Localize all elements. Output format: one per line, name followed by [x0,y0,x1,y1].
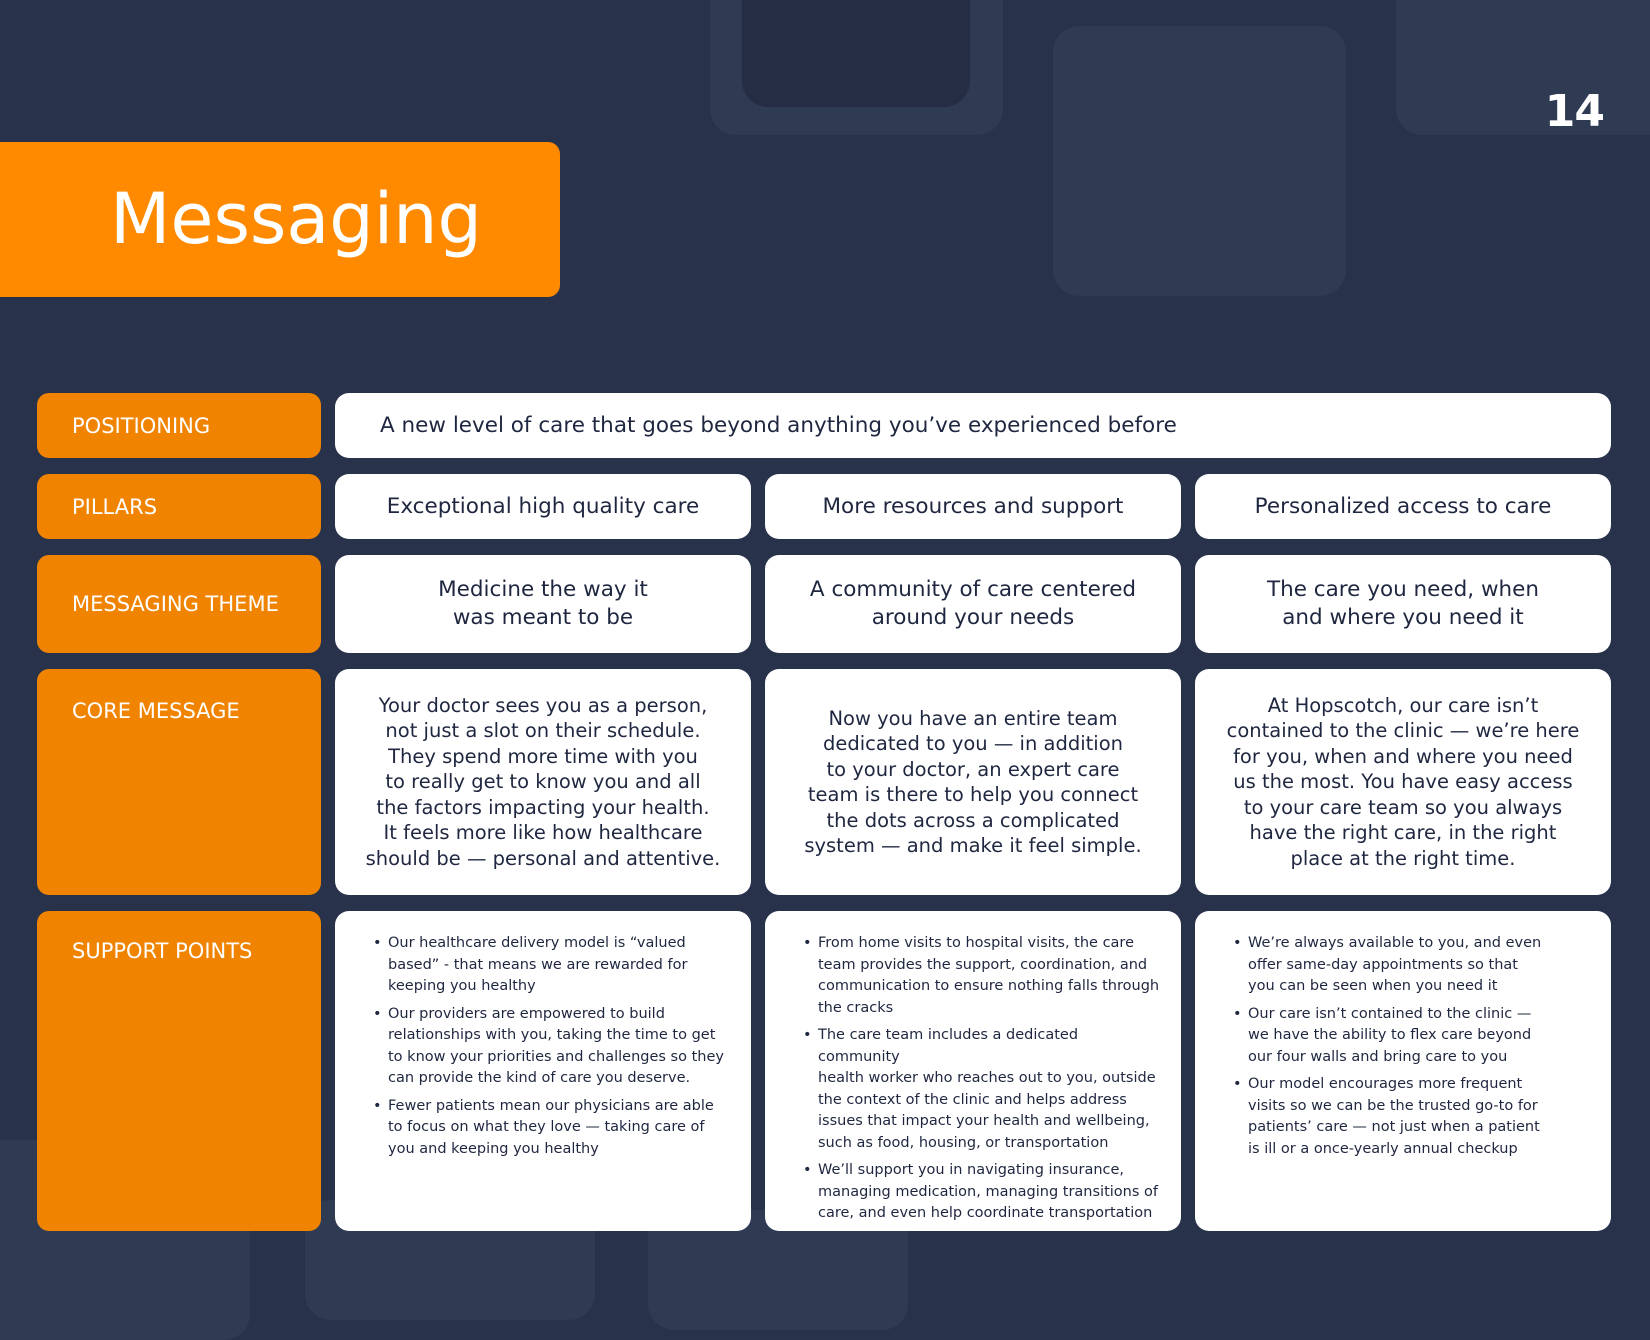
core-message-cell [765,669,1181,895]
support-point: • We’re always available to you, and even offer same-day appointments so that you can be seen when you need it [1233,933,1593,998]
support-points-cell [335,911,751,1231]
theme-text: The care you need, when and where you need it [1266,577,1540,630]
background-shape [742,0,970,107]
positioning-label: POSITIONING [72,414,211,438]
support-point: • Our model encourages more frequent visits so we can be the trusted go-to for patients’ care — not just when a patient is ill or a once-yearly annual checkup [1233,1074,1593,1160]
support-point: • From home visits to hospital visits, the care team provides the support, coordination, and communication to ensure nothing falls through the cracks [803,933,1163,1019]
page-number: 14 [1544,86,1604,137]
messaging-theme-label: MESSAGING THEME [72,592,279,616]
title-banner [0,142,560,297]
theme-text: A community of care centered around your needs [809,577,1137,630]
row-label-core-message [37,669,321,895]
pillar-cell [335,474,751,539]
row-label-support-points [37,911,321,1231]
support-point: • Our healthcare delivery model is “valued based” - that means we are rewarded for keeping you healthy [373,933,733,998]
theme-cell [335,555,751,653]
support-point: • Our providers are empowered to build relationships with you, taking the time to get to know your priorities and challenges so they can provide the kind of care you deserve. [373,1004,733,1090]
pillar-text: More resources and support [822,494,1124,519]
support-points-label: SUPPORT POINTS [72,939,253,963]
page-title: Messaging [110,178,482,260]
core-message-cell [335,669,751,895]
theme-cell [765,555,1181,653]
support-points-cell [1195,911,1611,1231]
background-shape [1053,26,1346,296]
pillar-cell [1195,474,1611,539]
pillar-text: Personalized access to care [1254,494,1552,519]
support-point: • Fewer patients mean our physicians are able to focus on what they love — taking care of you and keeping you healthy [373,1096,733,1161]
core-message-label: CORE MESSAGE [72,699,240,723]
row-label-messaging-theme [37,555,321,653]
theme-text: Medicine the way it was meant to be [438,577,648,630]
support-point: • We’ll support you in navigating insurance, managing medication, managing transitions of care, and even help coordinate transportation [803,1160,1163,1225]
pillar-cell [765,474,1181,539]
support-point: • The care team includes a dedicated community health worker who reaches out to you, outside the context of the clinic and helps address issues that impact your health and wellbeing, such as food, housing, or transportation [803,1025,1163,1154]
support-points-list [1233,933,1593,1166]
support-points-list [803,933,1163,1231]
pillars-label: PILLARS [72,495,158,519]
theme-cell [1195,555,1611,653]
core-message-cell [1195,669,1611,895]
core-message-text: Your doctor sees you as a person, not just a slot on their schedule. They spend more time with you to really get to know you and all the factors impacting your health. It feels more like how healthcare should be — personal and attentive. [365,693,721,870]
core-message-text: Now you have an entire team dedicated to you — in addition to your doctor, an expert care team is there to help you connect the dots across a complicated system — and make it feel simple. [804,706,1142,857]
background-shape [1396,0,1650,135]
support-points-cell [765,911,1181,1231]
row-label-positioning [37,393,321,458]
support-point: • Our care isn’t contained to the clinic — we have the ability to flex care beyond our four walls and bring care to you [1233,1004,1593,1069]
row-label-pillars [37,474,321,539]
pillar-text: Exceptional high quality care [386,494,700,519]
support-points-list [373,933,733,1166]
core-message-text: At Hopscotch, our care isn’t contained to the clinic — we’re here for you, when and where you need us the most. You have easy access to your care team so you always have the right care, in the right place at the right time. [1226,693,1580,870]
positioning-cell [335,393,1611,458]
positioning-text: A new level of care that goes beyond anything you’ve experienced before [380,413,1177,438]
